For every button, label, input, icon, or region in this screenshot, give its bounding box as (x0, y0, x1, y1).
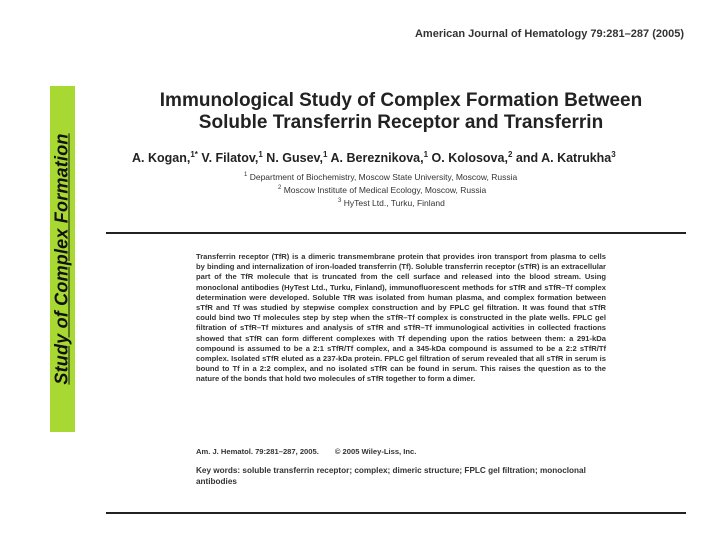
author-affiliation-mark: 1 (323, 150, 328, 159)
affiliation-item: $^3$ HyTest Ltd., Turku, Finland (338, 197, 445, 208)
author-name: and A. Katrukha (515, 151, 612, 166)
journal-header: American Journal of Hematology 79:281–287 (2005) (414, 28, 684, 40)
abstract-text: Transferrin receptor (TfR) is a dimeric transmembrane protein that provides iron transport from plasma to cells by binding and internalization of iron-loaded transferrin (Tf). Soluble transferrin receptor (sTfR) is an extracellular part of the TfR molecule that is truncated from the cell surface and released into the blood stream. Using monoclonal antibodies (HyTest Ltd., Turku, Finland), immunofluorescent methods for sTfR and sTfR–Tf complex determination were developed. Soluble TfR was isolated from human plasma, and complex formation between sTfR and Tf was studied by stepwise complex construction and by FPLC gel filtration. It was found that sTfR could bind two Tf molecules step by step when the sTfR–Tf complex is constructed in the plate wells. FPLC gel filtration of sTfR–Tf mixtures and analysis of sTfR and sTfR–Tf immunological activities in collected fractions showed that sTfR can form different complexes with Tf depending upon the ratios between them: a 291-kDa compound is assumed to be a 2:1 sTfR/Tf complex, and a 345-kDa compound is assumed to be a 2:2 sTfR/Tf complex. Isolated sTfR eluted as a 237-kDa protein. FPLC gel filtration of serum revealed that all sTfR in serum is bound to Tf in a 2:2 complex, and no isolated sTfR can be found in serum. This raises the question as to the nature of the bonds that hold two molecules of sTfR together to form a dimer. (196, 252, 606, 384)
bottom-divider (106, 512, 686, 514)
author-affiliation-mark: 1* (190, 150, 198, 159)
paper-title-line-1: Immunological Study of Complex Formation Between (159, 90, 643, 111)
section-divider (106, 232, 686, 234)
author-name: O. Kolosova, (431, 151, 508, 166)
affiliation-item: $^2$ Moscow Institute of Medical Ecology, Moscow, Russia (278, 184, 487, 195)
author-list (132, 150, 616, 165)
author-affiliation-mark: 1 (258, 150, 263, 159)
author-name: A. Bereznikova, (330, 151, 424, 166)
author-name: V. Filatov, (201, 151, 259, 166)
paper-title-line-2: Soluble Transferrin Receptor and Transferrin (198, 112, 604, 133)
author-affiliation-mark: 2 (507, 150, 513, 159)
copyright-text: © 2005 Wiley-Liss, Inc. (334, 447, 417, 456)
affiliation-item: $^1$ Department of Biochemistry, Moscow State University, Moscow, Russia (244, 171, 518, 182)
paper-title (106, 90, 696, 134)
citation-line (196, 447, 416, 456)
citation-text: Am. J. Hematol. 79:281–287, 2005. (196, 447, 319, 456)
side-title: Study of Complex Formation (51, 133, 72, 385)
author-name: A. Kogan, (132, 151, 191, 166)
keywords-text: Key words: soluble transferrin receptor; complex; dimeric structure; FPLC gel filtration; monoclonal antibodies (196, 466, 586, 486)
author-affiliation-mark: 1 (423, 150, 429, 159)
author-name: N. Gusev, (266, 151, 324, 166)
author-affiliation-mark: 3 (611, 150, 616, 159)
affiliation-list (244, 170, 517, 208)
